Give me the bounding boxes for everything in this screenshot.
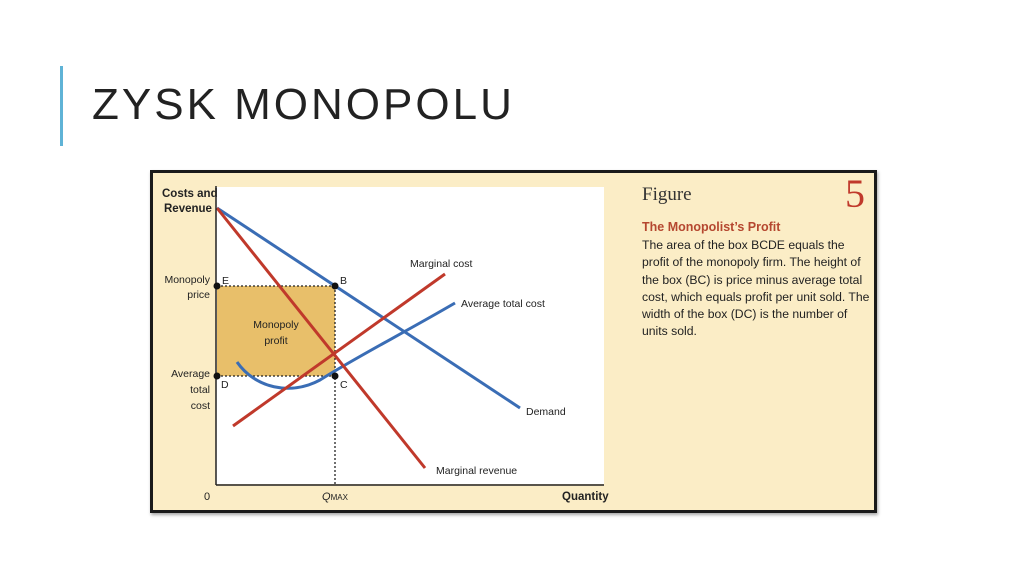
marginal-revenue-label: Marginal revenue bbox=[436, 465, 518, 477]
point-e-label: E bbox=[222, 275, 230, 287]
x-axis-label: Quantity bbox=[562, 491, 609, 503]
figure-number: 5 bbox=[845, 171, 865, 216]
point-d-label: D bbox=[221, 379, 229, 391]
marginal-cost-label: Marginal cost bbox=[410, 258, 473, 270]
demand-label: Demand bbox=[526, 406, 566, 418]
point-d-dot bbox=[214, 373, 221, 380]
average-total-cost-label: Average total cost bbox=[461, 298, 545, 310]
caption-title: The Monopolist’s Profit bbox=[642, 220, 781, 234]
caption-body: The area of the box BCDE equals the profit of the monopoly firm. The height of the box (BC) is price minus average total cost, which equals profit per unit sold. The width of the box (DC) is the number of units sold. bbox=[642, 238, 870, 339]
y-axis-label-line2: Revenue bbox=[164, 203, 212, 215]
origin-label: 0 bbox=[204, 491, 211, 503]
point-c-label: C bbox=[340, 379, 348, 391]
figure-label: Figure bbox=[642, 184, 692, 205]
qmax-label: QMAX bbox=[322, 491, 348, 503]
monopoly-price-label-line2: price bbox=[187, 289, 210, 301]
atc-label-line3: cost bbox=[190, 400, 210, 412]
profit-box-label-line1: Monopoly bbox=[253, 319, 299, 331]
point-c-dot bbox=[332, 373, 339, 380]
monopoly-price-label-line1: Monopoly bbox=[164, 274, 210, 286]
point-e-dot bbox=[214, 283, 221, 290]
point-b-dot bbox=[332, 283, 339, 290]
slide-title: ZYSK MONOPOLU bbox=[92, 80, 515, 129]
y-axis-label-line1: Costs and bbox=[162, 188, 218, 200]
atc-label-line1: Average bbox=[171, 368, 210, 380]
point-b-label: B bbox=[340, 275, 348, 287]
profit-box-label-line2: profit bbox=[264, 335, 288, 347]
atc-label-line2: total bbox=[190, 384, 210, 396]
